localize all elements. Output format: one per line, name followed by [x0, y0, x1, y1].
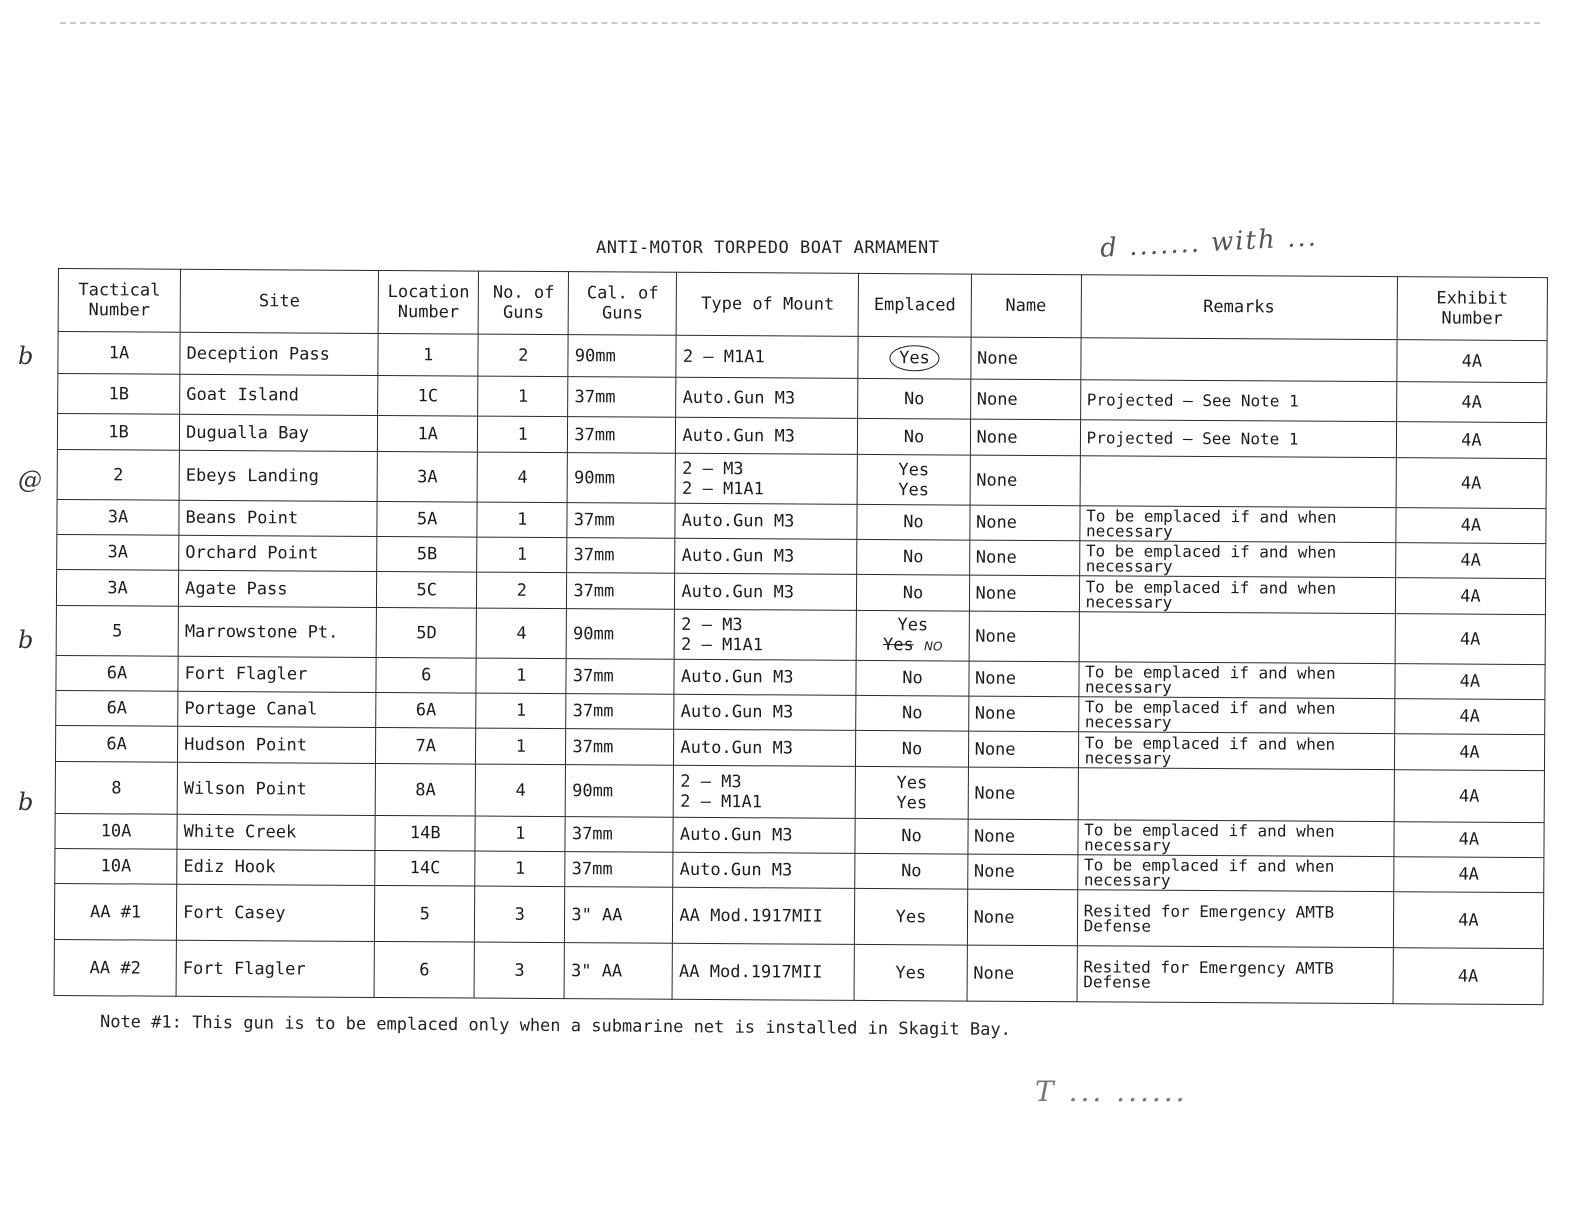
- exhibit-number-cell: 4A: [1396, 508, 1546, 544]
- cal-of-guns-cell: 90mm: [565, 765, 673, 818]
- tactical-number-cell: 6A: [56, 655, 178, 691]
- tactical-number-cell: 3A: [57, 534, 179, 570]
- no-of-guns-cell: 1: [477, 537, 567, 573]
- no-of-guns-cell: 3: [474, 942, 564, 999]
- cal-of-guns-cell: 37mm: [567, 538, 675, 574]
- remarks-cell: To be emplaced if and when necessary: [1078, 820, 1394, 857]
- table-header-row: [58, 269, 1547, 341]
- type-of-mount-cell: Auto.Gun M3: [676, 417, 858, 454]
- tactical-number-cell: 5: [56, 605, 178, 656]
- no-of-guns-cell: 1: [478, 376, 568, 417]
- remarks-cell: [1079, 612, 1396, 664]
- name-cell: None: [970, 419, 1080, 456]
- name-cell: None: [968, 661, 1078, 697]
- location-number-cell: 1: [378, 333, 478, 376]
- tactical-number-cell: 1B: [58, 374, 180, 415]
- cal-of-guns-cell: 37mm: [567, 573, 675, 610]
- no-of-guns-cell: 1: [476, 658, 566, 694]
- site-cell: Agate Pass: [179, 570, 377, 607]
- site-cell: Hudson Point: [178, 726, 376, 763]
- emplaced-cell: No: [857, 504, 969, 540]
- emplaced-cell: Yes: [855, 944, 967, 1001]
- location-number-cell: 6A: [376, 692, 476, 728]
- cal-of-guns-cell: 90mm: [566, 609, 674, 660]
- type-of-mount-cell: Auto.Gun M3: [675, 503, 857, 539]
- tactical-number-cell: 6A: [56, 690, 178, 726]
- emplaced-cell: Yes Yes: [856, 766, 968, 819]
- name-cell: None: [970, 379, 1080, 420]
- header-exhibit-number: Exhibit Number: [1397, 277, 1548, 341]
- exhibit-number-cell: 4A: [1396, 458, 1546, 509]
- struck-emplaced-value: Yes: [882, 635, 914, 656]
- emplaced-cell: No: [856, 660, 968, 696]
- no-of-guns-cell: 2: [478, 334, 568, 377]
- site-cell: Ebeys Landing: [179, 450, 377, 501]
- type-of-mount-cell: Auto.Gun M3: [673, 852, 855, 888]
- emplaced-cell: Yes: [855, 888, 967, 945]
- location-number-cell: 14C: [375, 850, 475, 886]
- tactical-number-cell: 1A: [58, 332, 180, 375]
- cal-of-guns-cell: 37mm: [565, 852, 673, 888]
- type-of-mount-cell: Auto.Gun M3: [675, 573, 857, 610]
- name-cell: None: [968, 696, 1078, 732]
- site-cell: Deception Pass: [180, 332, 378, 375]
- name-cell: None: [968, 731, 1078, 768]
- no-of-guns-cell: 1: [475, 816, 565, 852]
- no-of-guns-cell: 1: [477, 502, 567, 538]
- header-cal-of-guns: Cal. of Guns: [568, 272, 676, 336]
- tactical-number-cell: AA #1: [54, 883, 176, 940]
- cal-of-guns-cell: 3" AA: [565, 887, 673, 944]
- emplaced-cell: No: [855, 818, 967, 854]
- exhibit-number-cell: 4A: [1393, 948, 1544, 1005]
- table-row: [57, 449, 1546, 508]
- site-cell: Fort Casey: [176, 884, 374, 941]
- type-of-mount-cell: Auto.Gun M3: [674, 659, 856, 695]
- type-of-mount-cell: Auto.Gun M3: [674, 729, 856, 766]
- site-cell: Marrowstone Pt.: [178, 606, 376, 657]
- emplaced-cell: Yes Yes: [858, 454, 970, 505]
- exhibit-number-cell: 4A: [1395, 578, 1545, 615]
- cal-of-guns-cell: 3" AA: [564, 943, 672, 1000]
- tactical-number-cell: 8: [55, 761, 177, 814]
- table-row: [56, 605, 1545, 664]
- footnote: Note #1: This gun is to be emplaced only when a submarine net is installed in Skagit Bay.: [99, 1012, 1011, 1040]
- emplaced-cell: No: [857, 539, 969, 575]
- site-cell: Fort Flagler: [176, 940, 374, 997]
- header-tactical-number: Tactical Number: [58, 269, 180, 333]
- handwritten-signature: T ... ......: [1035, 1075, 1188, 1108]
- name-cell: None: [967, 945, 1077, 1002]
- header-no-of-guns: No. of Guns: [478, 271, 568, 335]
- remarks-cell: [1078, 768, 1395, 822]
- armament-table: [54, 268, 1548, 1005]
- tactical-number-cell: 10A: [55, 813, 177, 849]
- name-cell: None: [969, 540, 1079, 576]
- emplaced-cell: [858, 336, 970, 379]
- no-of-guns-cell: 1: [476, 693, 566, 729]
- type-of-mount-cell: Auto.Gun M3: [676, 377, 858, 418]
- cal-of-guns-cell: 37mm: [566, 659, 674, 695]
- site-cell: Beans Point: [179, 500, 377, 536]
- remarks-cell: To be emplaced if and when necessary: [1079, 506, 1395, 543]
- remarks-cell: To be emplaced if and when necessary: [1079, 541, 1395, 578]
- location-number-cell: 5D: [376, 607, 476, 658]
- site-cell: Dugualla Bay: [179, 414, 377, 451]
- site-cell: Goat Island: [180, 374, 378, 415]
- no-of-guns-cell: 1: [478, 416, 568, 453]
- name-cell: None: [970, 455, 1080, 506]
- type-of-mount-cell: 2 – M3 2 – M1A1: [675, 453, 857, 504]
- no-of-guns-cell: 1: [475, 851, 565, 887]
- emplaced-cell: No: [858, 418, 970, 455]
- table-row: [54, 883, 1543, 948]
- emplaced-cell: No: [857, 574, 969, 611]
- emplaced-cell: No: [856, 695, 968, 731]
- site-cell: White Creek: [177, 814, 375, 850]
- margin-mark: b: [18, 788, 34, 816]
- circled-emplaced-value: Yes: [889, 345, 940, 371]
- margin-mark: @: [18, 466, 42, 494]
- remarks-cell: To be emplaced if and when necessary: [1079, 662, 1395, 699]
- site-cell: Orchard Point: [179, 535, 377, 571]
- exhibit-number-cell: 4A: [1397, 340, 1547, 383]
- emplaced-cell: [857, 610, 969, 661]
- margin-mark: b: [18, 342, 34, 370]
- emplaced-value: Yes: [897, 615, 929, 636]
- header-emplaced: Emplaced: [859, 273, 971, 337]
- name-cell: None: [967, 889, 1077, 946]
- location-number-cell: 5B: [377, 536, 477, 572]
- type-of-mount-cell: 2 – M3 2 – M1A1: [674, 765, 856, 818]
- tactical-number-cell: 6A: [55, 725, 177, 762]
- emplaced-cell: No: [858, 378, 970, 419]
- location-number-cell: 7A: [376, 727, 476, 764]
- cal-of-guns-cell: 90mm: [567, 453, 675, 504]
- remarks-cell: Projected – See Note 1: [1080, 380, 1396, 422]
- location-number-cell: 3A: [377, 451, 477, 502]
- header-site: Site: [180, 269, 379, 333]
- cal-of-guns-cell: 37mm: [566, 694, 674, 730]
- remarks-cell: Resited for Emergency AMTB Defense: [1077, 890, 1394, 948]
- tactical-number-cell: 2: [57, 449, 179, 500]
- location-number-cell: 1C: [378, 375, 478, 416]
- exhibit-number-cell: 4A: [1394, 822, 1544, 858]
- no-of-guns-cell: 4: [475, 764, 565, 817]
- header-remarks: Remarks: [1081, 275, 1398, 340]
- name-cell: None: [968, 767, 1078, 820]
- table-row: [55, 761, 1544, 822]
- exhibit-number-cell: 4A: [1396, 422, 1546, 459]
- exhibit-number-cell: 4A: [1394, 699, 1544, 735]
- exhibit-number-cell: 4A: [1394, 770, 1545, 823]
- header-location-number: Location Number: [378, 270, 478, 334]
- exhibit-number-cell: 4A: [1394, 857, 1544, 893]
- type-of-mount-cell: 2 – M3 2 – M1A1: [674, 609, 856, 660]
- header-type-of-mount: Type of Mount: [676, 272, 858, 336]
- emplaced-cell: No: [856, 730, 968, 767]
- no-of-guns-cell: 3: [475, 886, 565, 943]
- exhibit-number-cell: 4A: [1396, 382, 1546, 423]
- tactical-number-cell: AA #2: [54, 939, 176, 996]
- location-number-cell: 6: [376, 657, 476, 693]
- handwritten-correction: NO: [923, 639, 943, 654]
- location-number-cell: 6: [374, 941, 474, 998]
- site-cell: Ediz Hook: [177, 849, 375, 885]
- remarks-cell: [1080, 456, 1397, 508]
- no-of-guns-cell: 1: [476, 728, 566, 765]
- no-of-guns-cell: 2: [477, 572, 567, 609]
- location-number-cell: 5: [375, 885, 475, 942]
- no-of-guns-cell: 4: [476, 608, 566, 659]
- tactical-number-cell: 3A: [56, 569, 178, 606]
- remarks-cell: To be emplaced if and when necessary: [1078, 697, 1394, 734]
- table-row: [54, 939, 1543, 1004]
- name-cell: None: [967, 854, 1077, 890]
- cal-of-guns-cell: 90mm: [568, 335, 676, 378]
- type-of-mount-cell: Auto.Gun M3: [675, 538, 857, 574]
- site-cell: Wilson Point: [177, 762, 375, 815]
- scan-artifact-line: [60, 22, 1540, 24]
- handwritten-annotation: d ....... with ...: [1099, 222, 1319, 264]
- emplaced-correction: [863, 635, 962, 657]
- exhibit-number-cell: 4A: [1395, 614, 1545, 665]
- margin-mark: b: [18, 626, 34, 654]
- location-number-cell: 5A: [377, 501, 477, 537]
- remarks-cell: Resited for Emergency AMTB Defense: [1077, 946, 1394, 1004]
- document-title: ANTI-MOTOR TORPEDO BOAT ARMAMENT: [596, 238, 940, 258]
- remarks-cell: Projected – See Note 1: [1080, 420, 1396, 458]
- cal-of-guns-cell: 37mm: [568, 377, 676, 418]
- remarks-cell: [1080, 338, 1396, 382]
- location-number-cell: 14B: [375, 815, 475, 851]
- type-of-mount-cell: AA Mod.1917MII: [673, 887, 855, 944]
- remarks-cell: To be emplaced if and when necessary: [1078, 732, 1394, 770]
- site-cell: Portage Canal: [178, 691, 376, 727]
- location-number-cell: 8A: [375, 763, 475, 816]
- header-name: Name: [971, 274, 1081, 338]
- type-of-mount-cell: Auto.Gun M3: [674, 694, 856, 730]
- no-of-guns-cell: 4: [477, 452, 567, 503]
- cal-of-guns-cell: 37mm: [567, 503, 675, 539]
- location-number-cell: 5C: [377, 571, 477, 608]
- name-cell: None: [969, 611, 1079, 662]
- cal-of-guns-cell: 37mm: [566, 729, 674, 766]
- type-of-mount-cell: 2 – M1A1: [676, 335, 858, 378]
- name-cell: None: [967, 819, 1077, 855]
- name-cell: None: [969, 575, 1079, 612]
- cal-of-guns-cell: 37mm: [568, 417, 676, 454]
- exhibit-number-cell: 4A: [1393, 892, 1544, 949]
- type-of-mount-cell: Auto.Gun M3: [673, 817, 855, 853]
- name-cell: None: [969, 505, 1079, 541]
- cal-of-guns-cell: 37mm: [565, 817, 673, 853]
- exhibit-number-cell: 4A: [1395, 543, 1545, 579]
- remarks-cell: To be emplaced if and when necessary: [1077, 855, 1393, 892]
- emplaced-cell: No: [855, 853, 967, 889]
- exhibit-number-cell: 4A: [1394, 734, 1544, 771]
- tactical-number-cell: 3A: [57, 499, 179, 535]
- tactical-number-cell: 1B: [57, 414, 179, 451]
- type-of-mount-cell: AA Mod.1917MII: [672, 943, 854, 1000]
- location-number-cell: 1A: [378, 415, 478, 452]
- exhibit-number-cell: 4A: [1395, 664, 1545, 700]
- tactical-number-cell: 10A: [55, 848, 177, 884]
- site-cell: Fort Flagler: [178, 656, 376, 692]
- remarks-cell: To be emplaced if and when necessary: [1079, 576, 1395, 614]
- name-cell: None: [970, 337, 1080, 380]
